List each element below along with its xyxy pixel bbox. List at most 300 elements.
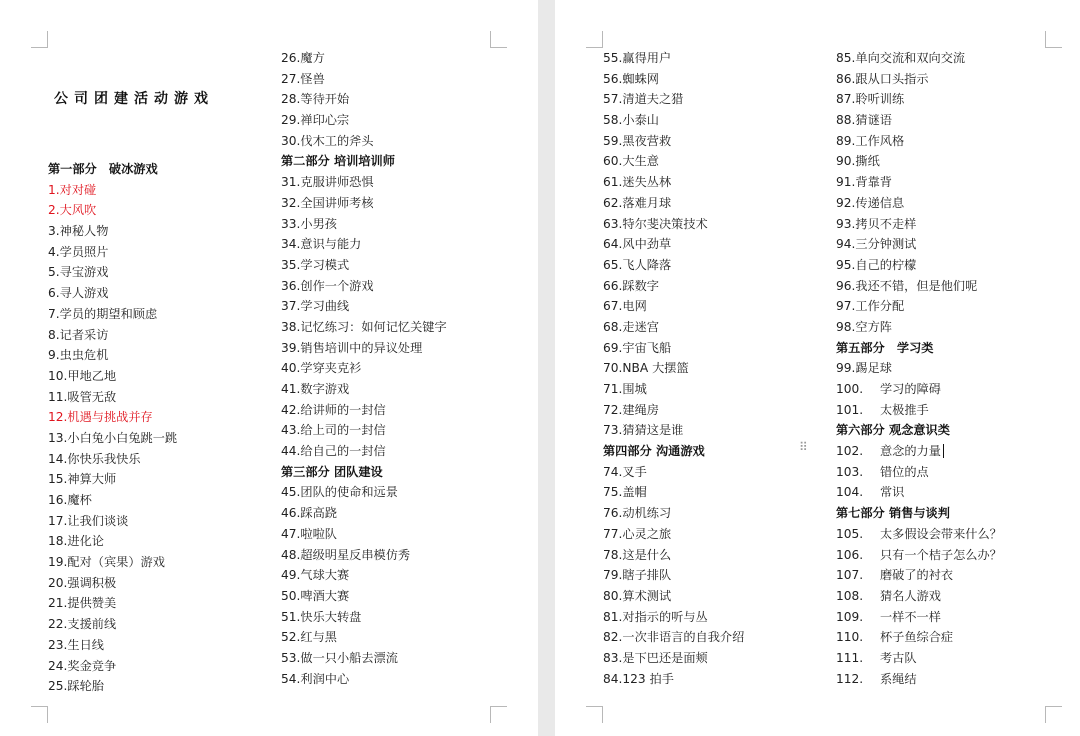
list-item [603, 338, 744, 359]
list-item-number: 97. [836, 299, 856, 314]
list-item-label: 猜谜语 [855, 113, 892, 128]
list-item [836, 214, 1002, 235]
list-item-label: 踩数字 [622, 278, 659, 293]
list-item-label: 小泰山 [622, 113, 659, 128]
list-item-label: 等待开始 [300, 92, 350, 107]
list-item-label: 虫虫危机 [59, 348, 109, 363]
drag-handle-icon[interactable]: ⠿ [799, 440, 807, 454]
list-item-label: 叉手 [622, 464, 647, 479]
list-item-number: 25. [48, 679, 68, 694]
list-item-label: 意念的力量 [880, 444, 941, 459]
list-item-number: 42. [281, 402, 301, 417]
list-item-number: 6. [48, 286, 60, 301]
list-item [836, 627, 1002, 648]
list-item-label: 对对碰 [59, 182, 97, 197]
list-item-number: 103. [836, 464, 864, 479]
list-item [281, 193, 447, 214]
list-item-number: 38. [281, 319, 301, 334]
list-item-number: 54. [281, 671, 301, 686]
list-item-label: 算术测试 [622, 588, 672, 603]
list-item-label: 红与黑 [300, 630, 337, 645]
list-item-number: 26. [281, 51, 301, 65]
crop-mark-top-left [586, 31, 603, 48]
list-item-label: 克服讲师恐惧 [300, 175, 374, 190]
list-item-number: 79. [603, 568, 623, 583]
list-item-label: 强调积极 [67, 575, 117, 590]
list-item [603, 627, 744, 648]
list-item [281, 400, 447, 421]
list-item [836, 545, 1002, 566]
list-item [281, 89, 447, 110]
crop-mark-bottom-left [586, 706, 603, 723]
list-item-number: 64. [603, 237, 623, 252]
game-list-column-2 [281, 48, 447, 689]
list-item [281, 648, 447, 669]
list-item-number: 53. [281, 650, 301, 665]
list-item-number: 43. [281, 423, 301, 438]
list-item-label: 做一只小船去漂流 [300, 650, 398, 665]
list-item [48, 262, 177, 283]
list-item-label: 提供赞美 [67, 596, 117, 611]
list-item-number: 86. [836, 71, 856, 86]
list-item-number: 50. [281, 588, 301, 603]
list-item [48, 635, 177, 656]
list-item-label: 啦啦队 [300, 526, 337, 541]
list-item-number: 91. [836, 175, 856, 190]
list-item-number: 106. [836, 547, 864, 562]
list-item-label: 记忆练习：如何记忆关键字 [300, 319, 447, 334]
list-item-number: 4. [48, 244, 60, 259]
list-item-number: 75. [603, 485, 623, 500]
list-item-number: 32. [281, 195, 301, 210]
list-item-number: 24. [48, 658, 68, 673]
list-item-label: 寻人游戏 [59, 286, 109, 301]
list-item [603, 379, 744, 400]
list-item-label: 背靠背 [855, 175, 892, 190]
list-item-number: 105. [836, 526, 864, 541]
list-item-number: 39. [281, 340, 301, 355]
list-item-label: 黑夜营救 [622, 133, 672, 148]
list-item [48, 614, 177, 635]
list-item-label: 销售培训中的异议处理 [300, 340, 423, 355]
list-item-label: 学员的期望和顾虑 [59, 306, 158, 321]
list-item-label: 给上司的一封信 [300, 423, 386, 438]
list-item [603, 69, 744, 90]
list-item-number: 19. [48, 555, 68, 570]
section-heading [836, 503, 1002, 524]
list-item [48, 304, 177, 325]
list-item-label: 给自己的一封信 [300, 444, 386, 459]
list-item-number: 78. [603, 547, 623, 562]
list-item-number: 68. [603, 319, 623, 334]
list-item [836, 317, 1002, 338]
game-list-column-3 [603, 48, 744, 689]
list-item-label: 特尔斐决策技术 [622, 216, 708, 231]
list-item-label: 太多假设会带来什么？ [880, 526, 1002, 541]
list-item-label: NBA 大摆篮 [622, 361, 689, 376]
list-item-label: 太极推手 [880, 402, 929, 417]
list-item [836, 379, 1002, 400]
list-item [836, 296, 1002, 317]
list-item-number: 31. [281, 175, 301, 190]
list-item [281, 276, 447, 297]
list-item [603, 420, 744, 441]
list-item-number: 101. [836, 402, 864, 417]
list-item-label: 利润中心 [300, 671, 350, 686]
list-item-number: 29. [281, 113, 301, 128]
list-item-number: 10. [48, 368, 68, 383]
list-item-label: 工作分配 [855, 299, 905, 314]
list-item [281, 586, 447, 607]
list-item [281, 420, 447, 441]
list-item [48, 511, 177, 532]
list-item-number: 108. [836, 588, 864, 603]
list-item [48, 387, 177, 408]
list-item-label: 杯子鱼综合症 [880, 630, 954, 645]
list-item-number: 30. [281, 133, 301, 148]
list-item-label: 撕纸 [855, 154, 880, 169]
list-item-number: 34. [281, 237, 301, 252]
list-item-label: 考古队 [880, 650, 917, 665]
list-item-number: 110. [836, 630, 864, 645]
list-item-number: 84. [603, 671, 623, 686]
list-item [281, 524, 447, 545]
list-item [603, 234, 744, 255]
list-item [603, 524, 744, 545]
list-item-number: 76. [603, 506, 623, 521]
section-heading [603, 441, 744, 462]
list-item-label: 生日线 [67, 637, 104, 652]
list-item [48, 531, 177, 552]
list-item [603, 255, 744, 276]
list-item-label: 怪兽 [300, 71, 325, 86]
list-item-label: 大生意 [622, 154, 659, 169]
list-item-number: 62. [603, 195, 623, 210]
list-item-number: 71. [603, 382, 623, 396]
list-item-number: 89. [836, 133, 856, 148]
list-item [281, 545, 447, 566]
list-item-label: 系绳结 [880, 671, 917, 686]
list-item-label: 奖金竞争 [67, 658, 117, 673]
list-item [836, 276, 1002, 297]
list-item-label: 123 拍手 [622, 671, 674, 686]
list-item-number: 40. [281, 361, 301, 376]
list-item [603, 172, 744, 193]
list-item-number: 13. [48, 430, 68, 445]
list-item-number: 67. [603, 299, 623, 314]
list-item-label: 一次非语言的自我介绍 [622, 630, 745, 645]
list-item [281, 503, 447, 524]
list-item-label: 记者采访 [59, 327, 109, 342]
list-item [48, 676, 177, 697]
list-item [48, 242, 177, 263]
list-item-number: 33. [281, 216, 301, 231]
list-item [603, 607, 744, 628]
list-item-number: 93. [836, 216, 856, 231]
list-item-number: 72. [603, 402, 623, 417]
list-item-label: 这是什么 [622, 547, 672, 562]
list-item-label: 落难月球 [622, 195, 672, 210]
list-item-number: 21. [48, 596, 68, 611]
list-item-number: 61. [603, 175, 623, 190]
list-item-label: 快乐大转盘 [300, 609, 362, 624]
list-item-label: 迷失丛林 [622, 175, 672, 190]
list-item [48, 283, 177, 304]
list-item-label: 三分钟测试 [855, 237, 917, 252]
section-heading [48, 159, 177, 180]
list-item-number: 16. [48, 493, 68, 507]
list-item-label: 神秘人物 [59, 224, 109, 239]
list-item-number: 83. [603, 650, 623, 665]
list-item-label: 对指示的听与丛 [622, 609, 708, 624]
list-item-label: 超级明星反串模仿秀 [300, 547, 411, 562]
section-heading-label: 第二部分 培训培训师 [281, 154, 395, 169]
list-item-label: 小男孩 [300, 216, 337, 231]
list-item [48, 656, 177, 677]
list-item-number: 92. [836, 195, 856, 210]
section-heading-label: 第五部分 学习类 [836, 340, 934, 355]
crop-mark-bottom-right [490, 706, 507, 723]
list-item-label: 一样不一样 [880, 609, 941, 624]
list-item [281, 214, 447, 235]
list-item [603, 131, 744, 152]
text-cursor [943, 444, 944, 458]
list-item-label: 学穿夹克衫 [300, 361, 362, 376]
list-item-number: 15. [48, 472, 68, 487]
list-item-number: 28. [281, 92, 301, 107]
list-item-number: 77. [603, 526, 623, 541]
crop-mark-top-left [31, 31, 48, 48]
list-item-number: 80. [603, 588, 623, 603]
list-item-number: 58. [603, 113, 623, 128]
list-item [836, 524, 1002, 545]
list-item-number: 27. [281, 71, 301, 86]
list-item-label: 围城 [622, 382, 647, 396]
list-item [48, 407, 177, 428]
list-item-label: 飞人降落 [622, 257, 672, 272]
list-item-label: 学习曲线 [300, 299, 350, 314]
list-item [48, 469, 177, 490]
list-item [48, 593, 177, 614]
list-item [836, 565, 1002, 586]
list-item-number: 36. [281, 278, 301, 293]
list-item [48, 428, 177, 449]
list-item-number: 2. [48, 203, 60, 218]
list-item [48, 180, 177, 201]
list-item [603, 503, 744, 524]
list-item-number: 90. [836, 154, 856, 169]
list-item [836, 255, 1002, 276]
crop-mark-top-right [490, 31, 507, 48]
section-heading-label: 第三部分 团队建设 [281, 464, 383, 479]
list-item-number: 59. [603, 133, 623, 148]
list-item-label: 踢足球 [855, 361, 892, 376]
list-item-label: 是下巴还是面颊 [622, 650, 708, 665]
list-item-number: 8. [48, 327, 60, 342]
list-item [48, 449, 177, 470]
list-item-number: 57. [603, 92, 623, 107]
list-item-label: 大风吹 [59, 203, 97, 218]
list-item-number: 102. [836, 444, 864, 459]
list-item-label: 机遇与挑战并存 [67, 410, 153, 425]
list-item [281, 358, 447, 379]
list-item-number: 20. [48, 575, 68, 590]
list-item [48, 552, 177, 573]
list-item-label: 聆听训练 [855, 92, 905, 107]
list-item-number: 82. [603, 630, 623, 645]
list-item-label: 工作风格 [855, 133, 905, 148]
list-item-number: 37. [281, 299, 301, 314]
section-heading-label: 第一部分 破冰游戏 [48, 162, 158, 176]
list-item [836, 234, 1002, 255]
list-item [603, 586, 744, 607]
list-item-label: 进化论 [67, 534, 104, 549]
list-item-number: 47. [281, 526, 301, 541]
list-item-label: 心灵之旅 [622, 526, 672, 541]
list-item-label: 禅印心宗 [300, 113, 350, 128]
list-item-number: 66. [603, 278, 623, 293]
list-item [603, 317, 744, 338]
list-item-number: 9. [48, 348, 60, 363]
list-item-number: 56. [603, 71, 623, 86]
list-item-label: 伐木工的斧头 [300, 133, 374, 148]
list-item [603, 214, 744, 235]
list-item-number: 87. [836, 92, 856, 107]
list-item [281, 110, 447, 131]
list-item [281, 441, 447, 462]
list-item-label: 给讲师的一封信 [300, 402, 386, 417]
list-item-label: 跟从口头指示 [855, 71, 929, 86]
section-heading [836, 420, 1002, 441]
crop-mark-top-right [1045, 31, 1062, 48]
list-item-label: 我还不错，但是他们呢 [855, 278, 978, 293]
list-item [48, 200, 177, 221]
list-item-number: 49. [281, 568, 301, 583]
section-heading [281, 151, 447, 172]
list-item-label: 单向交流和双向交流 [855, 51, 966, 65]
list-item-number: 109. [836, 609, 864, 624]
list-item-label: 风中劲草 [622, 237, 672, 252]
crop-mark-bottom-left [31, 706, 48, 723]
list-item-number: 60. [603, 154, 623, 169]
list-item [836, 193, 1002, 214]
list-item-number: 18. [48, 534, 68, 549]
list-item-label: 错位的点 [880, 464, 929, 479]
list-item [281, 565, 447, 586]
list-item-label: 数字游戏 [300, 382, 350, 396]
list-item [48, 366, 177, 387]
list-item [603, 400, 744, 421]
list-item [281, 669, 447, 690]
list-item-number: 23. [48, 637, 68, 652]
list-item-number: 41. [281, 382, 301, 396]
list-item-label: 学习的障碍 [880, 382, 941, 396]
list-item-label: 磨破了的衬衣 [880, 568, 954, 583]
list-item-label: 只有一个桔子怎么办？ [880, 547, 1002, 562]
list-item [836, 89, 1002, 110]
list-item-label: 盖帽 [622, 485, 647, 500]
section-heading [836, 338, 1002, 359]
list-item [281, 131, 447, 152]
list-item [603, 648, 744, 669]
list-item [603, 565, 744, 586]
list-item-label: 自己的柠檬 [855, 257, 917, 272]
list-item-label: 小白兔小白兔跳一跳 [67, 430, 178, 445]
list-item [281, 627, 447, 648]
list-item [836, 462, 1002, 483]
list-item-number: 17. [48, 513, 68, 528]
list-item [836, 131, 1002, 152]
list-item-number: 111. [836, 650, 864, 665]
list-item-label: 学习模式 [300, 257, 350, 272]
list-item-label: 赢得用户 [622, 51, 672, 65]
list-item-label: 拷贝不走样 [855, 216, 917, 231]
list-item [48, 325, 177, 346]
list-item [281, 482, 447, 503]
list-item [603, 48, 744, 69]
list-item-label: 让我们谈谈 [67, 513, 129, 528]
list-item-label: 配对（宾果）游戏 [67, 555, 165, 570]
list-item [603, 462, 744, 483]
list-item-number: 46. [281, 506, 301, 521]
list-item-number: 69. [603, 340, 623, 355]
list-item-number: 112. [836, 671, 864, 686]
list-item-label: 踩高跷 [300, 506, 337, 521]
list-item-number: 51. [281, 609, 301, 624]
list-item [48, 573, 177, 594]
list-item-number: 35. [281, 257, 301, 272]
section-heading-label: 第六部分 观念意识类 [836, 423, 950, 438]
list-item-label: 蜘蛛网 [622, 71, 659, 86]
list-item-number: 55. [603, 51, 623, 65]
list-item-number: 63. [603, 216, 623, 231]
list-item-label: 常识 [880, 485, 905, 500]
list-item-number: 81. [603, 609, 623, 624]
list-item [836, 669, 1002, 690]
list-item [836, 69, 1002, 90]
list-item-label: 瞎子排队 [622, 568, 672, 583]
list-item-number: 22. [48, 617, 68, 632]
list-item [48, 345, 177, 366]
list-item-number: 14. [48, 451, 68, 466]
list-item-label: 意识与能力 [300, 237, 362, 252]
list-item [603, 482, 744, 503]
section-heading-label: 第七部分 销售与谈判 [836, 506, 950, 521]
list-item-label: 电网 [622, 299, 647, 314]
list-item-number: 100. [836, 382, 864, 396]
list-item-label: 魔方 [300, 51, 325, 65]
list-item-label: 学员照片 [59, 244, 109, 259]
list-item [603, 110, 744, 131]
list-item-number: 104. [836, 485, 864, 500]
list-item-number: 94. [836, 237, 856, 252]
list-item [281, 296, 447, 317]
list-item [281, 338, 447, 359]
list-item-label: 动机练习 [622, 506, 672, 521]
list-item [281, 172, 447, 193]
list-item-number: 73. [603, 423, 623, 438]
list-item [603, 89, 744, 110]
list-item [836, 482, 1002, 503]
list-item-number: 45. [281, 485, 301, 500]
list-item-label: 全国讲师考核 [300, 195, 374, 210]
list-item [603, 151, 744, 172]
list-item-number: 107. [836, 568, 864, 583]
list-item-label: 猜猜这是谁 [622, 423, 684, 438]
list-item [603, 669, 744, 690]
list-item-label: 啤酒大赛 [300, 588, 350, 603]
list-item [281, 317, 447, 338]
